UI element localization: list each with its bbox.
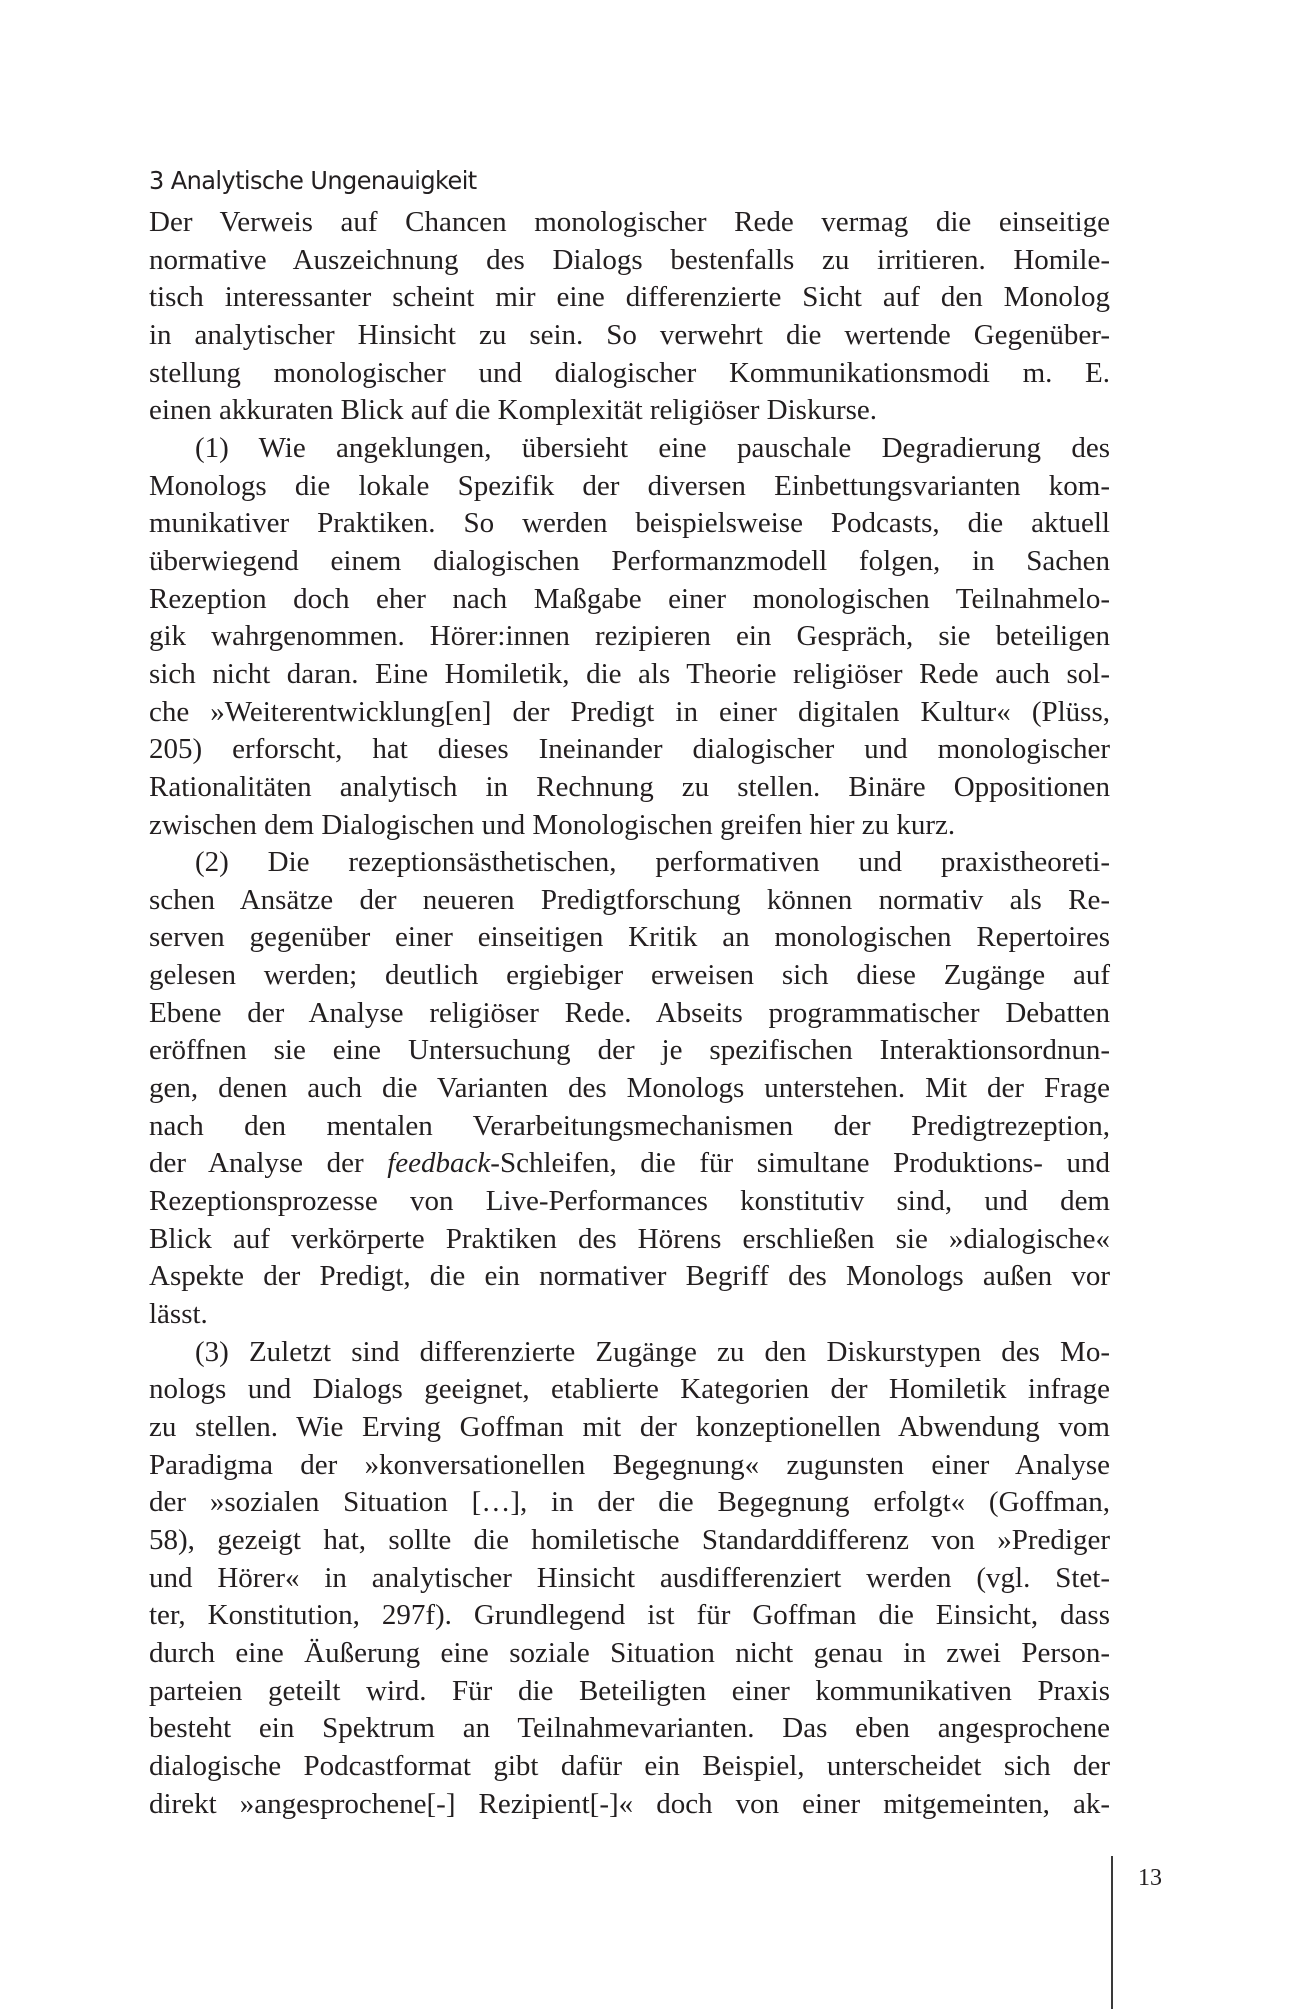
text-line: Der Verweis auf Chancen monologischer Rede vermag die einseitige: [149, 206, 1110, 238]
text-line: lässt.: [149, 1298, 208, 1331]
text-line: eröffnen sie eine Untersuchung der je spezifischen Interaktionsordnun-: [149, 1034, 1110, 1067]
text-line: durch eine Äußerung eine soziale Situation nicht genau in zwei Person-: [149, 1636, 1110, 1669]
text-line: 58), gezeigt hat, sollte die homiletische Standarddifferenz von »Prediger: [149, 1523, 1110, 1556]
text-line-with-italic: [149, 1145, 1110, 1183]
text-segment: -Schleifen, die für simultane Produktions- und: [490, 1147, 1110, 1180]
text-line: Paradigma der »konversationellen Begegnung« zugunsten einer Analyse: [149, 1448, 1110, 1481]
text-line: (3) Zuletzt sind differenzierte Zugänge zu den Diskurstypen des Mo-: [195, 1335, 1110, 1368]
paragraph-point-3: [149, 1334, 1110, 1824]
text-line: direkt »angesprochene[-] Rezipient[-]« doch von einer mitgemeinten, ak-: [149, 1787, 1110, 1820]
text-line: 205) erforscht, hat dieses Ineinander dialogischer und monologischer: [149, 733, 1110, 766]
text-line: gen, denen auch die Varianten des Monologs unterstehen. Mit der Frage: [149, 1072, 1110, 1105]
text-line: Aspekte der Predigt, die ein normativer Begriff des Monologs außen vor: [149, 1260, 1110, 1293]
margin-rule: [1111, 1856, 1113, 2009]
paragraph-point-2: [149, 844, 1110, 1334]
text-line: Rationalitäten analytisch in Rechnung zu stellen. Binäre Oppositionen: [149, 770, 1110, 803]
text-line: Rezeptionsprozesse von Live-Performances konstitutiv sind, und dem: [149, 1185, 1110, 1218]
text-line: einen akkuraten Blick auf die Komplexität religiöser Diskurse.: [149, 394, 878, 427]
paragraph-intro: [149, 204, 1110, 430]
text-line: Blick auf verkörperte Praktiken des Hörens erschließen sie »dialogische«: [149, 1222, 1110, 1255]
text-line: überwiegend einem dialogischen Performanzmodell folgen, in Sachen: [149, 544, 1110, 577]
text-line: Rezeption doch eher nach Maßgabe einer monologischen Teilnahmelo-: [149, 582, 1110, 615]
body-text: [149, 204, 1110, 1823]
page-number: 13: [1138, 1865, 1162, 1891]
text-line: parteien geteilt wird. Für die Beteiligten einer kommunikativen Praxis: [149, 1674, 1110, 1707]
text-line: serven gegenüber einer einseitigen Kritik an monologischen Repertoires: [149, 921, 1110, 954]
text-line: der »sozialen Situation […], in der die Begegnung erfolgt« (Goffman,: [149, 1486, 1110, 1519]
text-line: normative Auszeichnung des Dialogs bestenfalls zu irritieren. Homile-: [149, 243, 1110, 276]
text-line: und Hörer« in analytischer Hinsicht ausdifferenziert werden (vgl. Stet-: [149, 1561, 1110, 1594]
text-line: zwischen dem Dialogischen und Monologischen greifen hier zu kurz.: [149, 808, 956, 841]
text-line: (1) Wie angeklungen, übersieht eine pauschale Degradierung des: [195, 431, 1110, 464]
text-line: zu stellen. Wie Erving Goffman mit der konzeptionellen Abwendung vom: [149, 1411, 1110, 1443]
paragraph-point-1: [149, 430, 1110, 844]
text-line: gik wahrgenommen. Hörer:innen rezipieren ein Gespräch, sie beteiligen: [149, 620, 1110, 653]
text-line: stellung monologischer und dialogischer Kommunikationsmodi m. E.: [149, 356, 1110, 389]
text-line: dialogische Podcastformat gibt dafür ein Beispiel, unterscheidet sich der: [149, 1749, 1110, 1782]
text-line: schen Ansätze der neueren Predigtforschung können normativ als Re-: [149, 883, 1110, 916]
text-line: sich nicht daran. Eine Homiletik, die als Theorie religiöser Rede auch sol-: [149, 657, 1110, 690]
text-line: che »Weiterentwicklung[en] der Predigt in einer digitalen Kultur« (Plüss,: [149, 695, 1110, 728]
text-line: in analytischer Hinsicht zu sein. So verwehrt die wertende Gegenüber-: [149, 318, 1110, 351]
text-line: Monologs die lokale Spezifik der diversen Einbettungsvarianten kom-: [149, 469, 1110, 502]
text-segment: der Analyse der: [149, 1147, 388, 1180]
text-line: nologs und Dialogs geeignet, etablierte Kategorien der Homiletik infrage: [149, 1373, 1110, 1406]
text-line: munikativer Praktiken. So werden beispielsweise Podcasts, die aktuell: [149, 507, 1110, 540]
text-line: (2) Die rezeptionsästhetischen, performativen und praxistheoreti-: [195, 846, 1110, 879]
section-heading: 3 Analytische Ungenauigkeit: [149, 165, 477, 195]
text-line: gelesen werden; deutlich ergiebiger erweisen sich diese Zugänge auf: [149, 959, 1110, 992]
text-line: tisch interessanter scheint mir eine differenzierte Sicht auf den Monolog: [149, 281, 1110, 314]
text-line: Ebene der Analyse religiöser Rede. Abseits programmatischer Debatten: [149, 996, 1110, 1029]
text-line: nach den mentalen Verarbeitungsmechanismen der Predigtrezeption,: [149, 1109, 1110, 1142]
italic-term: feedback: [387, 1147, 491, 1180]
text-line: besteht ein Spektrum an Teilnahmevarianten. Das eben angesprochene: [149, 1712, 1110, 1745]
text-line: ter, Konstitution, 297f). Grundlegend ist für Goffman die Einsicht, dass: [149, 1599, 1110, 1632]
